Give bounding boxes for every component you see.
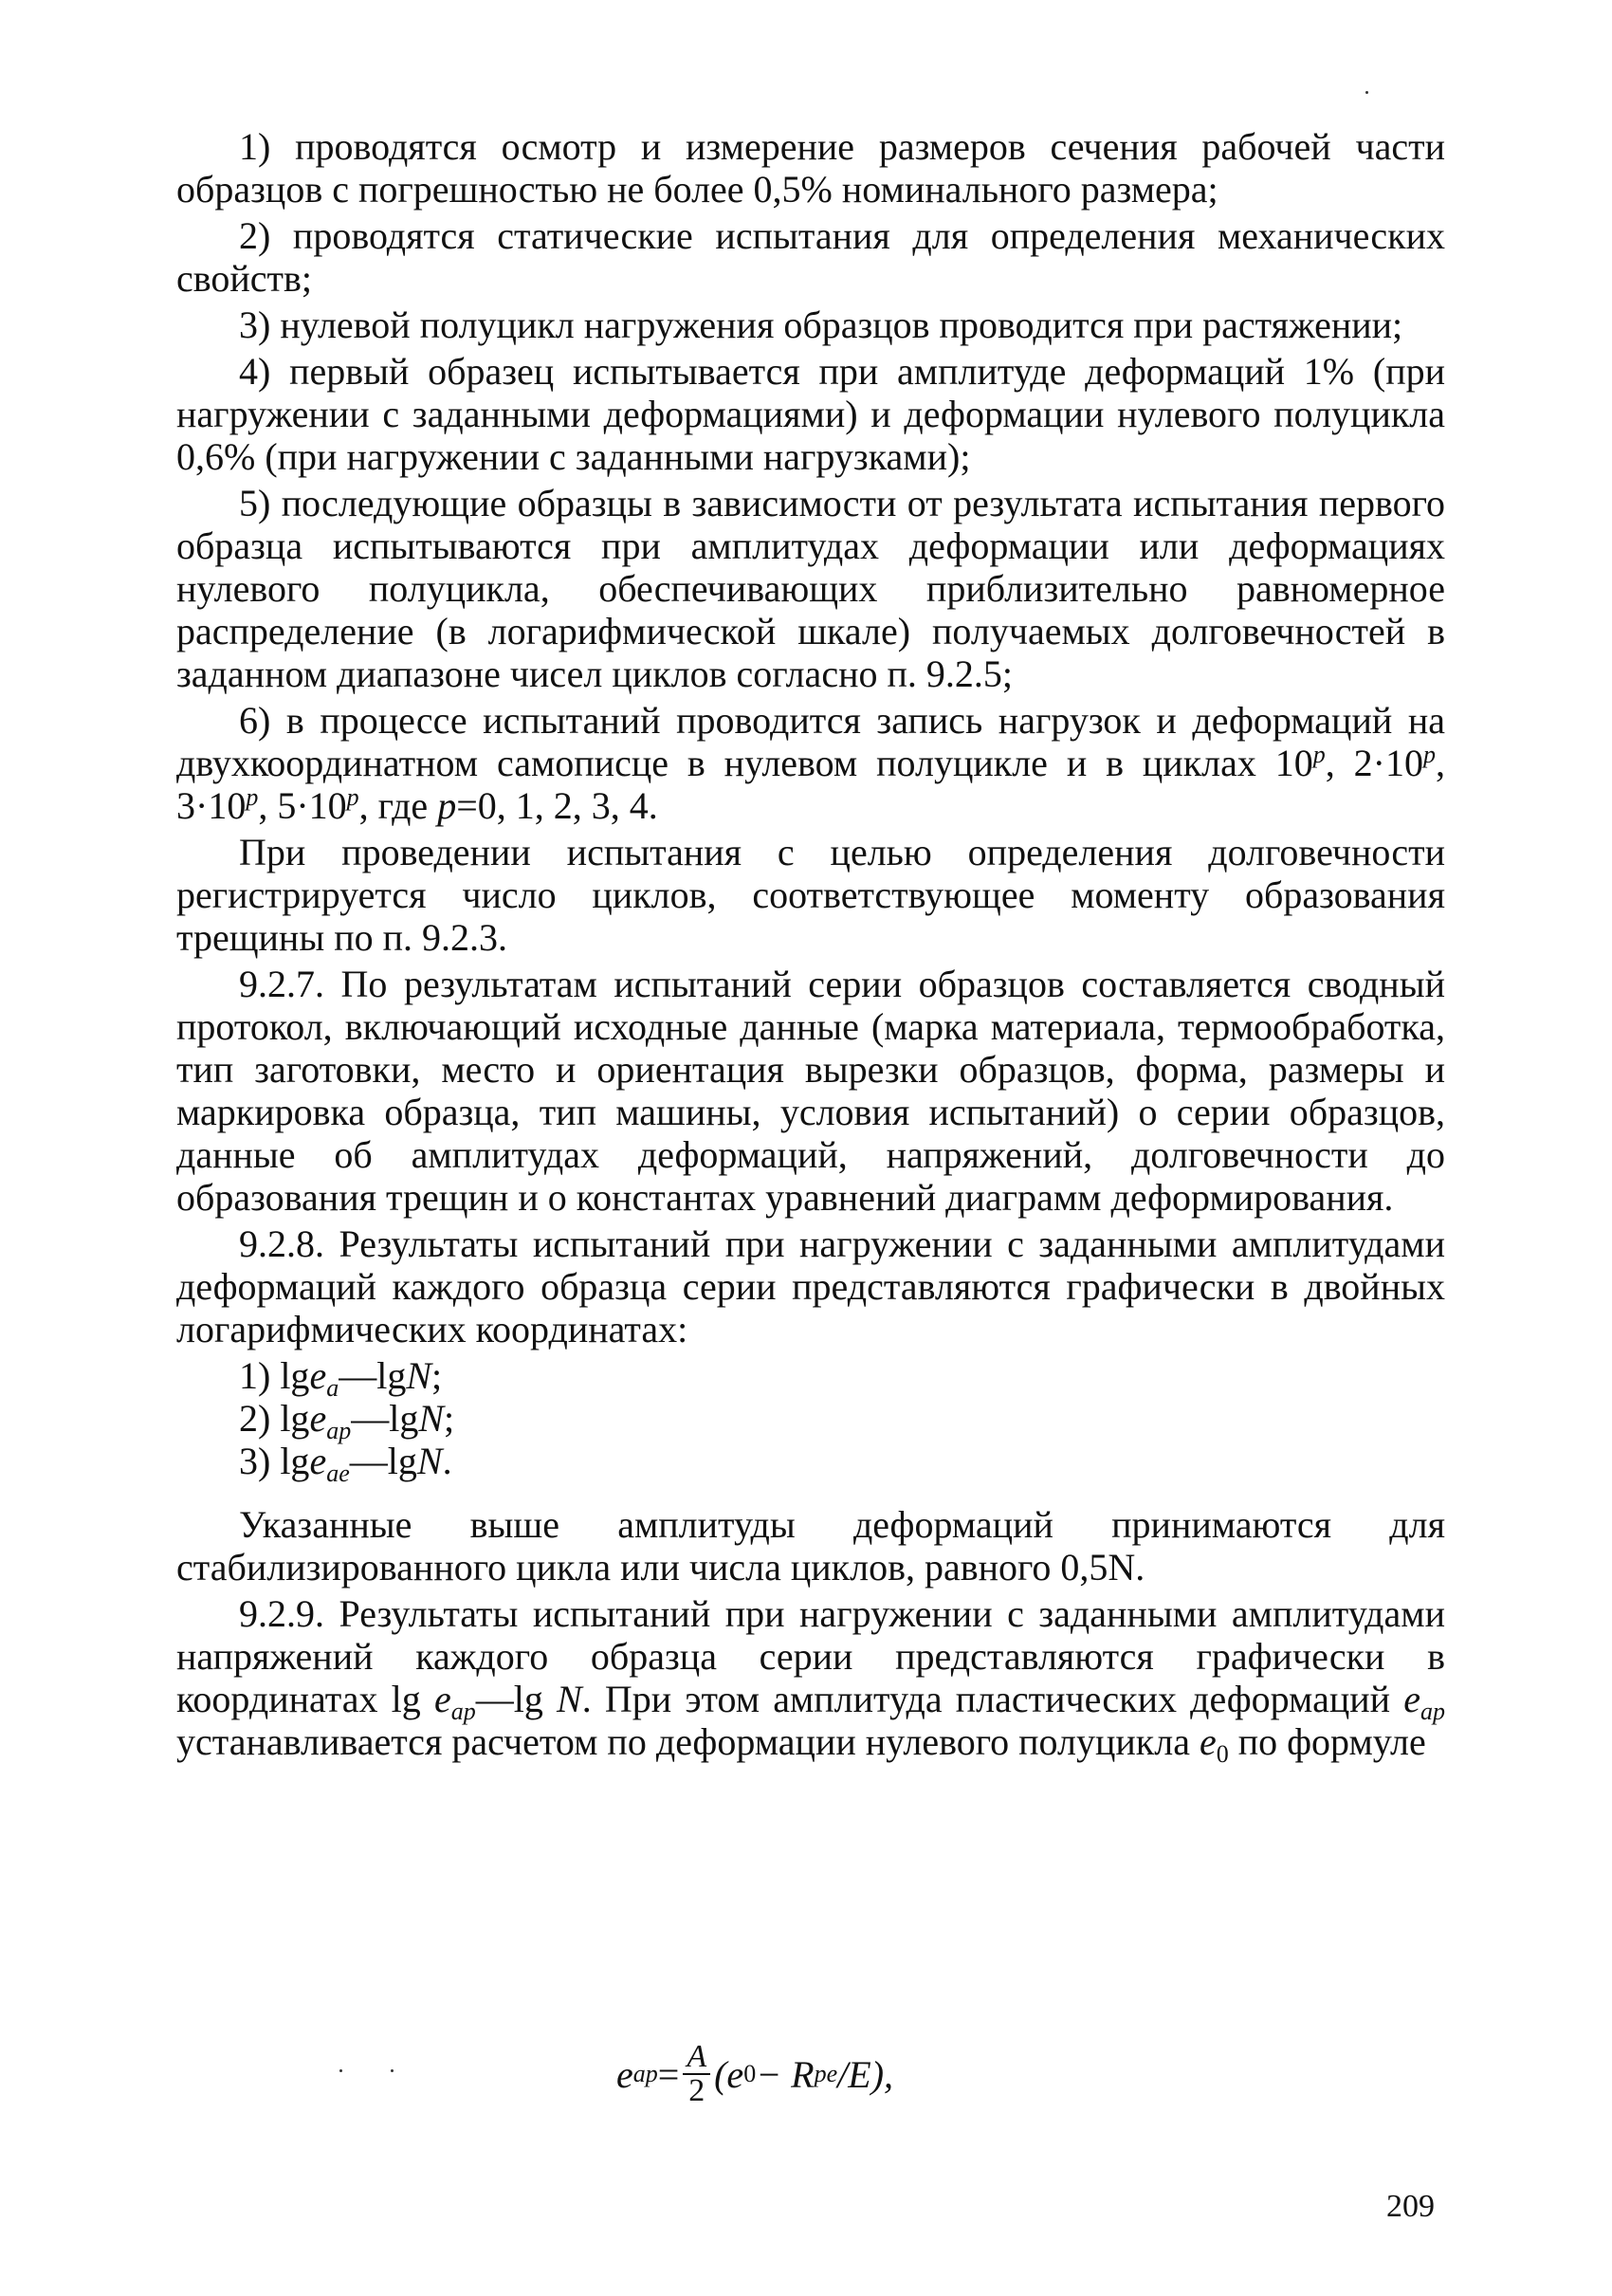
formula-fraction: $\frac{A}{2}$ [683, 2041, 710, 2107]
list-item-6-text: 6) в процессе испытаний проводится запись нагрузок и деформаций на двухкоординатном самописце в нулевом полуцикле и в циклах [176, 699, 1445, 784]
page-number: 209 [1386, 2189, 1435, 2224]
coordinate-1: 1) lge$_a$—lgN; [239, 1354, 443, 1402]
cycle-1: 10$^p$ [1274, 741, 1326, 784]
document-page [176, 125, 1445, 1767]
coordinate-3: 3) lge$_{ae}$—lgN. [239, 1440, 452, 1487]
list-item-6: 6) в процессе испытаний проводится запись нагрузок и деформаций на двухкоординатном самописце в нулевом полуцикле и в циклах 10$^p$, $2\cdot 10^p$, $3\cdot 10^p$, $5\cdot 10^p$, где p=0, 1, 2, 3, 4. [176, 699, 1445, 827]
scan-speck [391, 2069, 394, 2072]
plastic-strain-formula: e ap = $\frac{A}{2}$ (e 0 − R pe /E), [616, 2039, 894, 2108]
paragraph-9-2-7: 9.2.7. По результатам испытаний серии образцов составляется сводный протокол, включающий исходные данные (марка материала, термообработка, тип заготовки, место и ориентация вырезки образцов, форма, размеры и маркировка образца, тип машины, условия испытаний) о серии образцов, данные об амплитудах деформаций, напряжений, долговечности до образования трещин и о константах уравнений диаграмм деформирования. [176, 963, 1445, 1219]
list-item-5: 5) последующие образцы в зависимости от результата испытания первого образца испытываются при амплитудах деформации или деформациях нулевого полуцикла, обеспечивающих приблизительно равномерное распределение (в логарифмической шкале) получаемых долговечностей в заданном диапазоне чисел циклов согласно п. 9.2.5; [176, 482, 1445, 695]
list-item-1: 1) проводятся осмотр и измерение размеров сечения рабочей части образцов с погрешностью не более 0,5% номинального размера; [176, 125, 1445, 211]
list-item-4: 4) первый образец испытывается при амплитуде деформаций 1% (при нагружении с заданными деформациями) и деформации нулевого полуцикла 0,6% (при нагружении с заданными нагрузками); [176, 350, 1445, 478]
paragraph-9-2-8: 9.2.8. Результаты испытаний при нагружении с заданными амплитудами деформаций каждого образца серии представляются графически в двойных логарифмических координатах: [176, 1222, 1445, 1350]
paragraph-9-2-9: 9.2.9. Результаты испытаний при нагружении с заданными амплитудами напряжений каждого образца серии представляются графически в координатах $\lg e_{ap}—\lg$ N. При этом амплитуда пластических деформаций $e_{ap}$ устанавливается расчетом по деформации нулевого полуцикла $e_0$ по формуле [176, 1592, 1446, 1768]
cycle-4: , $5\cdot 10^p$ [258, 783, 359, 827]
paragraph-amplitudes: Указанные выше амплитуды деформаций принимаются для стабилизированного цикла или числа циклов, равного 0,5N. [176, 1503, 1445, 1589]
scan-speck [1365, 91, 1368, 94]
cycle-3: , $3\cdot 10^p$ [176, 742, 1445, 827]
cycle-2: , $2\cdot 10^p$ [1325, 741, 1436, 784]
coordinate-2: 2) lge$_{ap}$—lgN; [239, 1397, 455, 1444]
list-item-3: 3) нулевой полуцикл нагружения образцов проводится при растяжении; [239, 303, 1403, 346]
scan-speck [339, 2069, 342, 2072]
paragraph-durability: При проведении испытания с целью определения долговечности регистрируется число циклов, соответствующее моменту образования трещины по п. 9.2.3. [176, 831, 1445, 959]
list-item-2: 2) проводятся статические испытания для определения механических свойств; [176, 214, 1445, 300]
